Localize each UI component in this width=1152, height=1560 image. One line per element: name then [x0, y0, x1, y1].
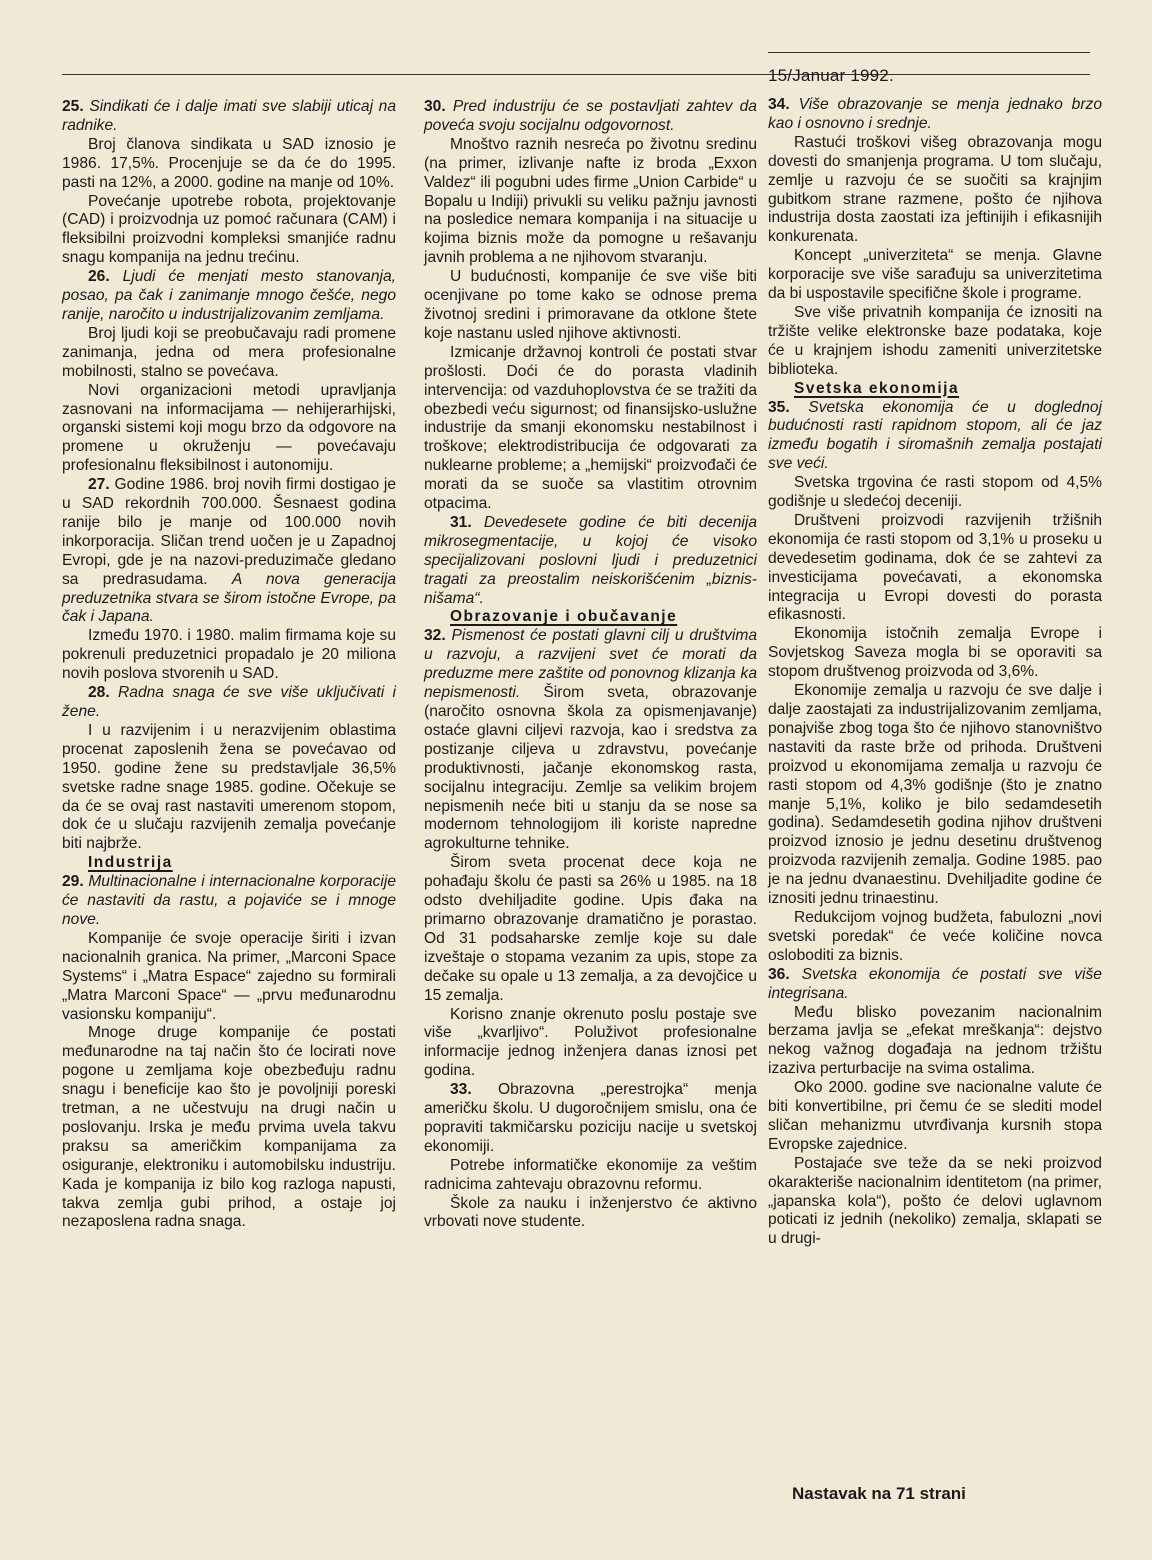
item-25: [62, 98, 396, 136]
item-number: 25.: [62, 98, 84, 115]
paragraph: Kompanije će svoje operacije širiti i izvan nacionalnih granica. Na primer, „Marconi Space Systems“ i „Matra Espace“ zajedno su formirali „Matra Marconi Space“ — „prvu međunarodnu vasionsku kompaniju“.: [62, 929, 396, 1023]
item-title: Devedesete godine će biti decenija mikrosegmentacije, u kojoj će visoko specijalizovani poslovni ljudi i preduzetnici tragati za preostalim neiskorišćenim „biznis-nišama“.: [424, 513, 757, 607]
item-30: [424, 98, 757, 136]
item-number: 29.: [62, 873, 84, 891]
item-title: Sindikati će i dalje imati sve slabiji uticaj na radnike.: [62, 98, 396, 134]
item-text: Godine 1986. broj novih firmi dostigao je u SAD rekordnih 700.000. Šesnaest godina ranije bilo je manje od 100.000 novih inkorporacija. Sličan trend uočen je u Zapadnoj Evropi, gde je na nazovi-preduzimače gledano sa predrasudama.: [62, 476, 396, 588]
paragraph: Novi organizacioni metodi upravljanja zasnovani na informacijama — nehijerarhijski, organski sistemi koji mogu brzo da odgovore na promene u okruženju — povećavaju profesionalnu fleksibilnost i autonomiju.: [62, 381, 396, 475]
paragraph: Oko 2000. godine sve nacionalne valute će biti konvertibilne, pri čemu će se slediti model sličan mehanizmu utvrđivanja kursnih stopa Evropske zajednice.: [768, 1079, 1102, 1153]
paragraph: Mnoštvo raznih nesreća po životnu sredinu (na primer, izlivanje nafte iz broda „Exxon Valdez“ ili pogubni udes firme „Union Carbide“ u Bopalu u Indiji) privukli su veliku pažnju javnosti na posledice nemara kompanija i na situacije u kojima biznis može da pomogne u rešavanju javnih problema a ne njihovom stvaranju.: [424, 135, 757, 267]
item-number: 28.: [88, 684, 110, 702]
item-number: 30.: [424, 98, 446, 115]
item-number: 27.: [88, 476, 110, 494]
item-32: [424, 627, 757, 854]
item-36: [768, 966, 1102, 1004]
item-italic-text: A nova generacija preduzetnika stvara se širom istočne Evrope, pa čak i Japana.: [62, 570, 396, 626]
paragraph: Među blisko povezanim nacionalnim berzama javlja se „efekat mreškanja“: dejstvo nekog važnog događaja na jednom tržištu izaziva perturbacije na svima ostalima.: [768, 1003, 1102, 1078]
section-heading-education: Obrazovanje i obučavanje: [450, 608, 678, 626]
paragraph: Povećanje upotrebe robota, projektovanje (CAD) i proizvodnja uz pomoć računara (CAM) i fleksibilni proizvodni kompleksi smanjiće radnu snagu kompanija na jednu trećinu.: [62, 192, 396, 267]
paragraph: Rastući troškovi višeg obrazovanja mogu dovesti do smanjenja programa. U tom slučaju, zemlje u razvoju će se suočiti sa krajnjim gubitkom strane razmene, pošto će njihova industrija dosta zaostati iza jeftinijih i efikasnijih konkurenata.: [768, 133, 1102, 246]
item-text: Obrazovna „perestrojka“ menja američku školu. U dugoročnijem smislu, ona će popraviti takmičarsku poziciju nacije u svetskoj ekonomiji.: [424, 1081, 757, 1155]
item-number: 34.: [768, 96, 790, 113]
continued-on-page: Nastavak na 71 strani: [792, 1484, 966, 1503]
item-number: 35.: [768, 398, 790, 416]
paragraph: Između 1970. i 1980. malim firmama koje su pokrenuli preduzetnici propadalo je 20 miliona novih poslova stvorenih u SAD.: [62, 627, 396, 683]
item-title: Multinacionalne i internacionalne korporacije će nastaviti da rastu, a pojaviće se i mnoge nove.: [62, 873, 397, 928]
section-heading-world-economy: Svetska ekonomija: [794, 379, 960, 397]
paragraph: Ekonomije zemalja u razvoju će sve dalje i dalje zaostajati za industrijalizovanim zemljama, ponajviše zbog toga što će njihovo stanovništvo nastaviti da raste brže od prihoda. Društveni proizvod u ekonomijama zemalja u razvoju će rasti stopom od 4,3% godišnje (što je znatno manje 5,1%, koliko je bilo sedamdesetih godina). Sedamdesetih godina njihov društveni proizvod iznosio je jednu desetinu društvenog proizvoda razvijenih zemalja. Godine 1985. pao je na jednu dvanaestinu. Dvehiljadite godine će iznositi jednu trinaestinu.: [768, 682, 1102, 908]
item-title: Pred industriju će se postavljati zahtev da poveća svoju socijalnu odgovornost.: [424, 98, 757, 134]
paragraph: Sve više privatnih kompanija će iznositi na tržište velike elektronske baze podataka, koje će u krajnjem ishodu zameniti univerzitetske biblioteka.: [768, 303, 1102, 378]
paragraph: Broj ljudi koji se preobučavaju radi promene zanimanja, jedna od mera profesionalne mobilnosti, stalno se povećava.: [62, 324, 396, 380]
item-number: 32.: [424, 627, 446, 645]
paragraph: Redukcijom vojnog budžeta, fabulozni „novi svetski poredak“ će veće količine novca osloboditi za biznis.: [768, 908, 1102, 964]
item-33: [424, 1081, 757, 1157]
item-title: Svetska ekonomija će postati sve više integrisana.: [768, 965, 1102, 1002]
paragraph: I u razvijenim i u nerazvijenim oblastima procenat zaposlenih žena se povećavao od 1950. godine žene su predstavljale 36,5% svetske radne snage 1985. godine. Očekuje se da će se ovaj rast nastaviti umerenom stopom, dok će u slučaju razvijenih zemalja povećanje biti najbrže.: [62, 721, 396, 853]
item-title: Pismenost će postati glavni cilj u društvima u razvoju, a razvijeni svet će morati da preduzme mere zaštite od ponovnog klizanja ka nepismenosti.: [424, 627, 757, 702]
item-number: 26.: [88, 268, 110, 286]
item-31: [424, 514, 757, 609]
item-title: Radna snaga će sve više uključivati i žene.: [62, 684, 396, 720]
item-35: [768, 399, 1102, 475]
column-2: [424, 98, 757, 1232]
item-29: [62, 873, 396, 930]
item-34: [768, 96, 1102, 134]
paragraph: U budućnosti, kompanije će sve više biti ocenjivane po tome kako se odnose prema životnoj sredini i primoravane da otklone štete koje nastanu usled njihove aktivnosti.: [424, 268, 757, 342]
paragraph: Koncept „univerziteta“ se menja. Glavne korporacije sve više sarađuju sa univerzitetima da bi uspostavile specifične škole i programe.: [768, 247, 1102, 303]
item-number: 33.: [450, 1081, 472, 1099]
paragraph: Broj članova sindikata u SAD iznosio je 1986. 17,5%. Procenjuje se da će do 1995. pasti na 12%, a 2000. godine na manje od 10%.: [62, 135, 396, 191]
paragraph: Društveni proizvodi razvijenih tržišnih ekonomija će rasti stopom od 3,1% u proseku u devedesetim godinama, dok će se zahtevi za investicijama povećavati, a ekonomska integracija u Evropi dovesti do porasta efikasnosti.: [768, 511, 1102, 624]
issue-date: 15/Januar 1992.: [768, 66, 894, 85]
item-title: Svetska ekonomija će u doglednoj budućnosti rasti rapidnom stopom, ali će jaz između bogatih i siromašnih zemalja postajati sve veći.: [768, 398, 1103, 473]
paragraph: Ekonomija istočnih zemalja Evrope i Sovjetskog Saveza mogla bi se oporaviti sa stopom društvenog proizvoda od 3,6%.: [768, 625, 1102, 681]
item-27: [62, 476, 396, 627]
paragraph: Škole za nauku i inženjerstvo će aktivno vrbovati nove studente.: [424, 1194, 757, 1231]
item-title: Više obrazovanje se menja jednako brzo kao i osnovno i srednje.: [768, 96, 1102, 132]
paragraph: Korisno znanje okrenuto poslu postaje sve više „kvarljivo“. Poluživot profesionalne informacije jednog inženjera danas iznosi pet godina.: [424, 1005, 757, 1080]
paragraph: Svetska trgovina će rasti stopom od 4,5% godišnje u sledećoj deceniji.: [768, 474, 1102, 511]
item-number: 36.: [768, 965, 790, 983]
column-1: [62, 98, 396, 1232]
section-heading-industry: Industrija: [88, 854, 173, 872]
paragraph: Potrebe informatičke ekonomije za veštim radnicima zahtevaju obrazovnu reformu.: [424, 1156, 757, 1193]
item-number: 31.: [450, 513, 472, 531]
item-text: Širom sveta, obrazovanje (naročito osnovna škola za opismenjavanje) ostaće glavni ciljevi razvoja, kao i sredstva za postizanje ciljeva u zdravstvu, povećanje produktivnosti, jačanje ekonomskog rasta, socijalnu integraciju. Zemlje sa velikim brojem nepismenih neće biti u stanju da se nose sa modernom tehnologijom ili koriste napredne agrokulturne tehnike.: [424, 684, 757, 853]
paragraph: Širom sveta procenat dece koja ne pohađaju školu će pasti sa 26% u 1985. na 18 odsto dvehiljadite godine. Upis đaka na primarno obrazovanje dramatično je porastao. Od 31 podsaharske zemlje koje su dale izveštaje o stopama vezanim za upis, stope za dečake su opale u 13 zemalja, a za devojčice u 15 zemalja.: [424, 854, 757, 1004]
paragraph: Postajaće sve teže da se neki proizvod okarakteriše nacionalnim identitetom (na primer, „japanska kola“), pošto će delovi uglavnom poticati iz jednih (nekoliko) zemalja, sklapati se u drugi-: [768, 1154, 1102, 1248]
item-26: [62, 268, 396, 325]
item-title: Ljudi će menjati mesto stanovanja, posao, pa čak i zanimanje mnogo češće, nego ranije, naročito u industrijalizovanim zemljama.: [62, 268, 396, 323]
top-rule: [62, 74, 1090, 75]
column-3: [768, 96, 1102, 1249]
item-28: [62, 684, 396, 722]
paragraph: Izmicanje državnoj kontroli će postati stvar prošlosti. Doći će do porasta vladinih intervencija: od vazduhoplovstva će se tražiti da obezbedi veću sigurnost; od finansijsko-uslužne industrije da smanji ekonomsku nestabilnost i troškove; elektrodistribucija će odgovarati za nuklearne probleme; a „hemijski“ proizvođači će morati da se suoče sa vlastitim otrovnim otpacima.: [424, 343, 757, 513]
paragraph: Mnoge druge kompanije će postati međunarodne na taj način što će locirati nove pogone u zemljama koje obezbeđuju radnu snagu i beneficije kao što je povoljniji poreski tretman, a ne učestvuju na drugi način u poslovanju. Irska je među prvima uvela takvu praksu sa američkim kompanijama za osiguranje, elektroniku i automobilsku industriju. Kada je kompanija iz bilo kog razloga napusti, takva zemlja gubi prihod, a ostaje joj nezaposlena radna snaga.: [62, 1024, 396, 1231]
top-rule-right: [768, 52, 1090, 53]
